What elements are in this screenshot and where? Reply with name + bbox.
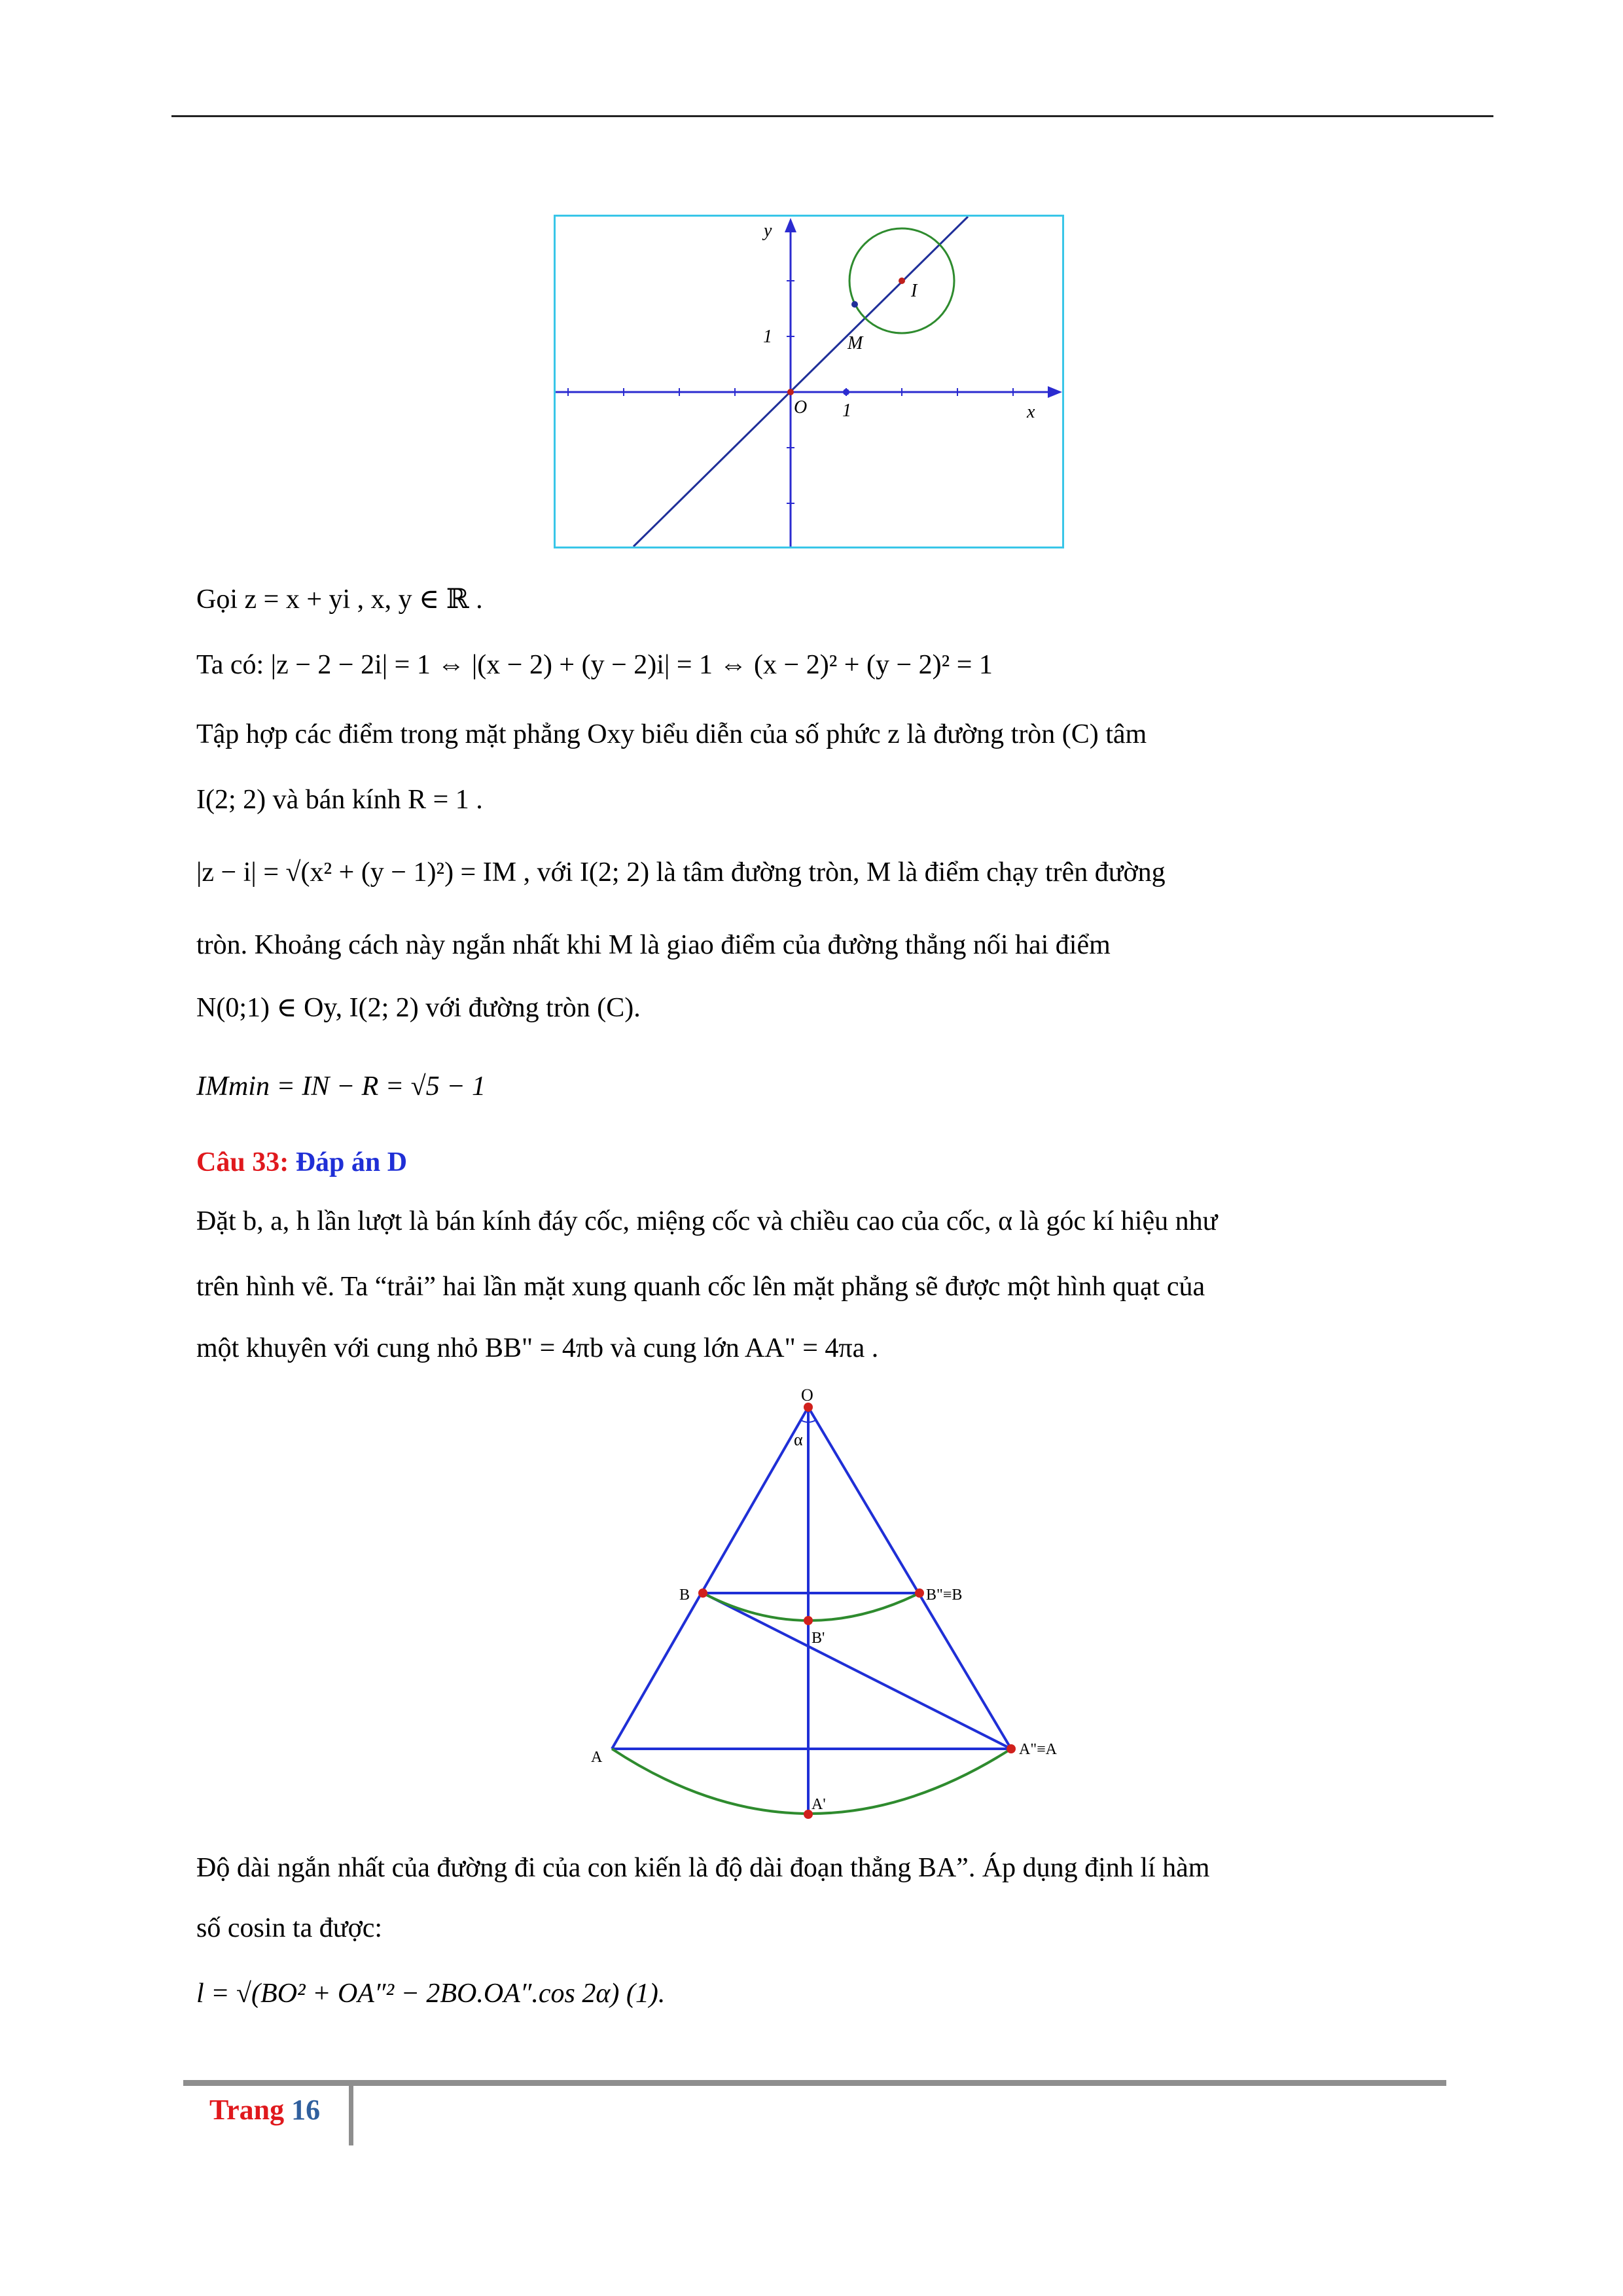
footer-divider <box>349 2085 353 2145</box>
point-B-dot <box>698 1588 707 1598</box>
page-number <box>209 2093 320 2126</box>
x-axis-arrow <box>1048 386 1062 398</box>
label-tick-x-one: 1 <box>842 401 851 421</box>
line-OA <box>612 1407 808 1749</box>
point-B2-dot <box>915 1588 924 1598</box>
line-ON <box>633 217 968 547</box>
text2-p6: l = √(BO² + OA″² − 2BO.OA″.cos 2α) (1). <box>196 1979 666 2009</box>
text2-p4: Độ dài ngắn nhất của đường đi của con kiến là độ dài đoạn thẳng BA”. Áp dụng định lí hàm <box>196 1853 1210 1883</box>
text2-p2: trên hình vẽ. Ta “trải” hai lần mặt xung quanh cốc lên mặt phẳng sẽ được một hình quạt của <box>196 1272 1205 1302</box>
point-x-one <box>843 389 849 395</box>
cone-label-Ap: A' <box>812 1796 826 1813</box>
cone-label-O: O <box>801 1386 813 1405</box>
text-line-2: Ta có: |z − 2 − 2i| = 1 ⇔ |(x − 2) + (y − 2)i| = 1 ⇔ (x − 2)² + (y − 2)² = 1 <box>196 650 993 680</box>
y-axis-arrow <box>785 218 796 232</box>
text2-p5: số cosin ta được: <box>196 1913 383 1943</box>
question-answer: Đáp án D <box>295 1147 408 1177</box>
text-line-3: Tập hợp các điểm trong mặt phẳng Oxy biểu diễn của số phức z là đường tròn (C) tâm <box>196 719 1147 749</box>
text-line-7: N(0;1) ∈ Oy, I(2; 2) với đường tròn (C). <box>196 993 641 1023</box>
point-O <box>787 389 794 395</box>
footer-rule <box>183 2080 1446 2086</box>
label-M: M <box>847 333 863 353</box>
text2-p1: Đặt b, a, h lần lượt là bán kính đáy cốc, miệng cốc và chiều cao của cốc, α là góc kí hiệu như <box>196 1206 1218 1236</box>
label-x: x <box>1027 402 1035 422</box>
cone-label-B: B <box>679 1587 690 1604</box>
text-line-5: |z − i| = √(x² + (y − 1)²) = IM , với I(2; 2) là tâm đường tròn, M là điểm chạy trên đường <box>196 857 1166 888</box>
point-M <box>851 301 858 308</box>
point-Bp-dot <box>804 1616 813 1625</box>
cone-figure <box>563 1381 1099 1826</box>
text-line-4: I(2; 2) và bán kính R = 1 . <box>196 785 483 815</box>
cone-label-A: A <box>591 1749 603 1766</box>
label-y: y <box>764 221 772 241</box>
text-line-1: Gọi z = x + yi , x, y ∈ ℝ . <box>196 584 483 615</box>
point-A2-dot <box>1007 1744 1016 1753</box>
cone-label-B2: B"≡B <box>926 1587 963 1604</box>
point-I <box>899 278 905 284</box>
cone-label-alpha: α <box>794 1430 803 1449</box>
label-I: I <box>911 281 918 301</box>
coordinate-graph-figure <box>554 215 1064 548</box>
cone-svg <box>563 1381 1099 1826</box>
arc-BB2 <box>703 1593 919 1621</box>
page-num-value: 16 <box>291 2094 321 2126</box>
question-number: Câu 33: <box>196 1147 289 1177</box>
label-origin: O <box>794 397 808 418</box>
coordinate-graph-svg <box>556 217 1062 547</box>
text2-p3: một khuyên với cung nhỏ BB" = 4πb và cung lớn AA" = 4πa . <box>196 1333 879 1363</box>
page-word: Trang <box>209 2094 285 2126</box>
label-tick-y-one: 1 <box>763 327 772 347</box>
text-line-6: tròn. Khoảng cách này ngắn nhất khi M là giao điểm của đường thẳng nối hai điểm <box>196 930 1111 960</box>
cone-label-Bp: B' <box>812 1630 825 1647</box>
cone-label-A2: A"≡A <box>1019 1741 1057 1758</box>
text-line-8: IMmin = IN − R = √5 − 1 <box>196 1071 486 1102</box>
header-rule <box>171 115 1493 117</box>
question-heading <box>196 1147 407 1178</box>
